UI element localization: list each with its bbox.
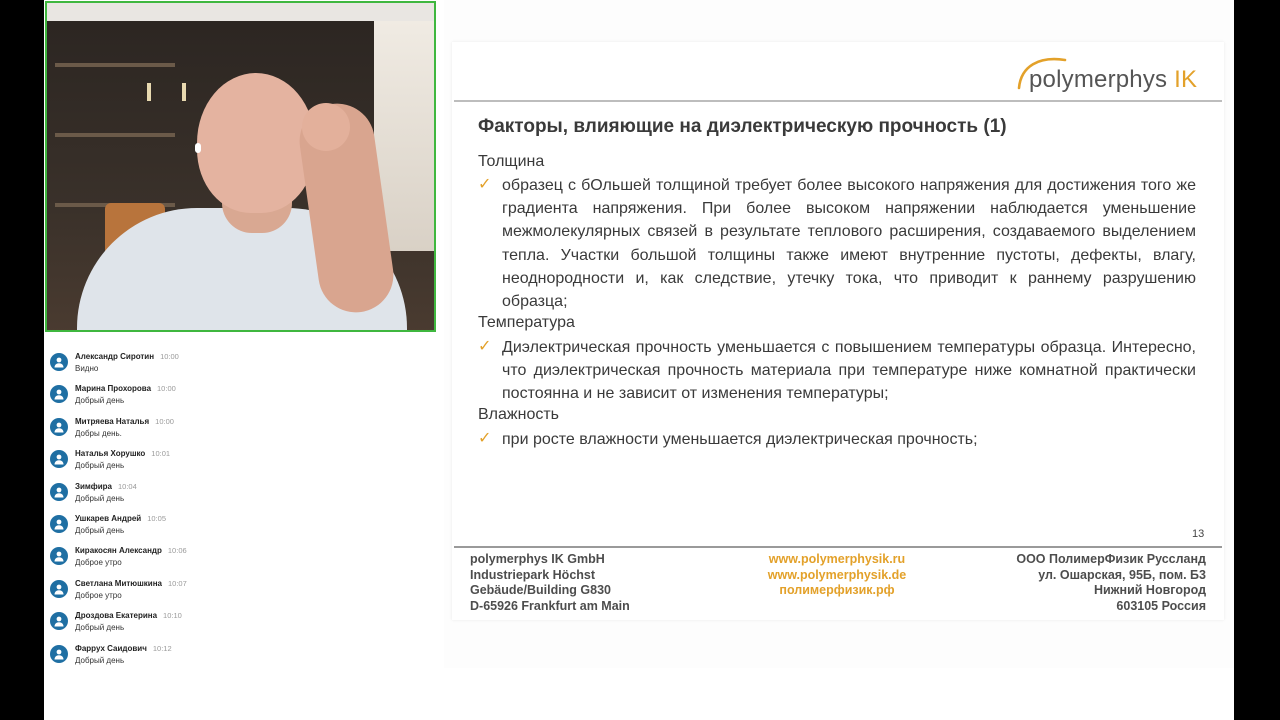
video-shelf [55,63,175,67]
user-avatar-icon [50,483,68,501]
chat-author-name: Марина Прохорова [75,384,152,394]
chat-author-name: Киракосян Александр [75,546,162,556]
footer-line: polymerphys IK GmbH [470,552,605,566]
checkmark-icon: ✓ [478,176,492,193]
chat-message [44,342,436,372]
logo-brand: polymerphys [1029,66,1168,93]
checkmark-icon: ✓ [478,430,492,447]
user-avatar-icon [50,450,68,468]
footer-right-address [1016,552,1206,614]
chat-text: Видно [75,364,99,373]
chat-time: 10:00 [160,352,179,361]
user-avatar-icon [50,547,68,565]
chat-time: 10:00 [157,384,176,394]
slide-title: Факторы, влияющие на диэлектрическую прочность (1) [478,116,1007,137]
chat-time: 10:10 [163,611,182,621]
chat-author [75,384,176,393]
footer-line: Gebäude/Building G830 [470,583,611,597]
footer-link: полимерфизик.рф [779,583,895,597]
section-heading: Толщина [478,153,545,170]
video-shelf [55,133,175,137]
footer-link: www.polymerphysik.ru [768,552,906,566]
chat-time: 10:07 [167,578,187,588]
chat-text: Добрый день [75,526,125,535]
presentation-slide [452,42,1224,620]
chat-author [75,546,187,555]
footer-left-address [470,552,630,614]
user-avatar-icon [50,418,68,436]
user-avatar-icon [50,612,68,630]
footer-line: Нижний Новгород [1093,583,1206,597]
chat-time: 10:05 [147,514,166,523]
chat-author [75,611,182,620]
chat-author [75,514,166,523]
section-heading: Влажность [478,406,560,423]
speaker-earbud [195,143,201,153]
bullet-text: Диэлектрическая прочность уменьшается с повышением температуры образца. Интересно, что диэлектрическая прочность материала при температуре ниже комнатной практически постоянна и не зависит от изменения температуры; [502,339,1196,403]
chat-author-name: Митряева Наталья [75,416,150,426]
footer-websites [752,552,922,599]
chat-time: 10:01 [151,449,171,459]
chat-text: Добрый день [75,461,125,471]
logo-suffix: IK [1174,66,1198,93]
video-lamp [147,83,151,101]
chat-author-name: Светлана Митюшкина [75,578,162,588]
speaker-head [197,73,315,213]
footer-line: Industriepark Höchst [470,567,596,582]
slide-page-number: 13 [1192,528,1205,540]
chat-author [75,482,137,491]
chat-text: Добрый день [75,396,125,406]
user-avatar-icon [50,580,68,598]
user-avatar-icon [50,353,68,371]
chat-message [44,439,436,469]
company-logo [1007,46,1217,100]
chat-message [44,569,436,599]
chat-author [75,579,187,588]
footer-line: 603105 Россия [1116,598,1206,613]
chat-message [44,472,436,502]
chat-author-name: Александр Сиротин [75,352,155,361]
chat-author-name: Фаррух Саидович [75,643,147,653]
chat-text: Добры день. [75,428,122,438]
chat-author-name: Ушкарев Андрей [75,514,142,523]
chat-time: 10:00 [155,416,174,426]
chat-message [44,634,436,664]
footer-line: D-65926 Frankfurt am Main [470,598,630,613]
header-divider [454,100,1222,102]
section-heading: Температура [478,314,575,331]
video-top-strip [47,3,434,21]
conference-app [44,0,1234,720]
video-lamp [182,83,186,101]
chat-author-name: Наталья Хорушко [75,449,146,459]
chat-author [75,644,172,653]
chat-message [44,536,436,566]
chat-message [44,374,436,404]
checkmark-icon: ✓ [478,338,492,355]
chat-author-name: Дроздова Екатерина [75,611,158,621]
logo-text [1029,66,1197,94]
chat-time: 10:12 [152,643,172,653]
footer-line: ООО ПолимерФизик Руссланд [1016,552,1206,566]
chat-text: Доброе утро [75,590,122,600]
speaker-hand [302,103,350,151]
footer-line: ул. Ошарская, 95Б, пом. Б3 [1038,567,1206,582]
footer-divider [454,546,1222,548]
user-avatar-icon [50,645,68,663]
chat-time: 10:04 [118,481,137,491]
chat-author-name: Зимфира [75,481,112,491]
chat-author [75,352,179,361]
bullet-text: при росте влажности уменьшается диэлектрическая прочность; [502,431,978,448]
chat-text: Доброе утро [75,558,122,568]
chat-author [75,417,174,426]
chat-text: Добрый день [75,493,125,503]
user-avatar-icon [50,515,68,533]
chat-text: Добрый день [75,623,125,633]
chat-author [75,449,170,458]
bullet-text: образец с бОльшей толщиной требует более высокого напряжения для достижения того же градиента напряжения. При более высоком напряжении наблюдается уменьшение межмолекулярных связей в результате теплового расширения, создаваемого выделением тепла. Участки большой толщины также имеют внутренние пустоты, дефекты, влагу, неоднородности и, как следствие, утечку тока, что приводит к раннему разрушению образца; [502,177,1196,311]
chat-message [44,407,436,437]
chat-text: Добрый день [75,655,125,665]
user-avatar-icon [50,385,68,403]
chat-time: 10:06 [167,546,187,556]
footer-link: www.polymerphysik.de [767,567,907,582]
chat-message [44,504,436,534]
chat-message [44,601,436,631]
speaker-video[interactable] [45,1,436,332]
